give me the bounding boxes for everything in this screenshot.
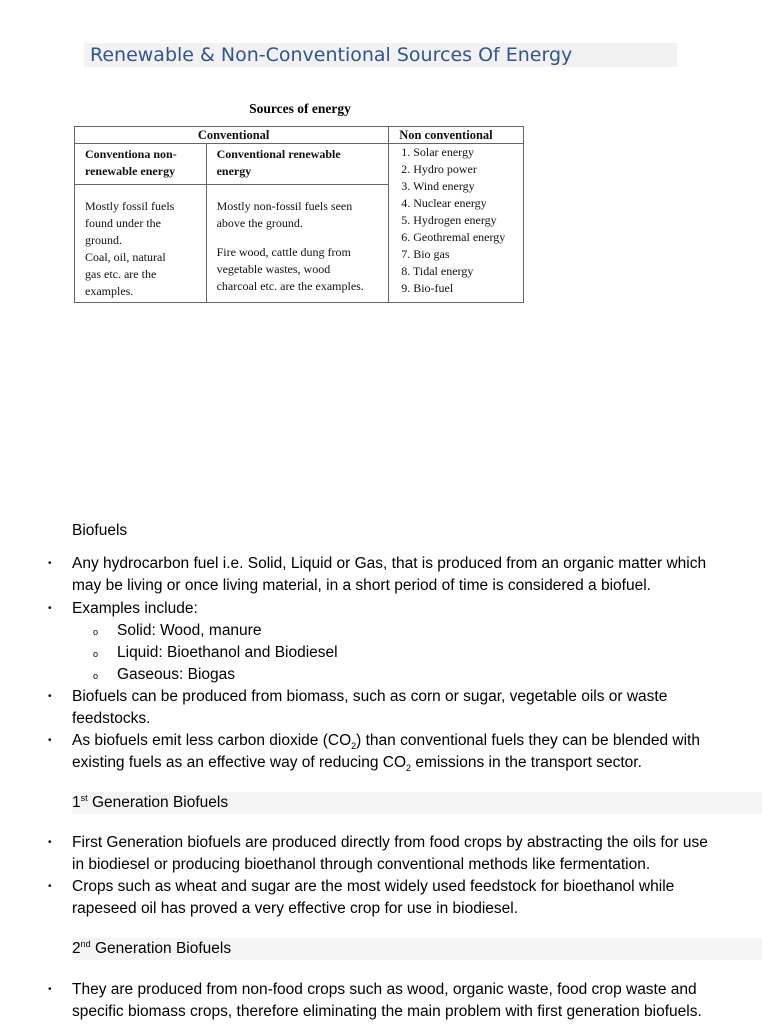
paragraph-line: Biofuels can be produced from biomass, such as corn or sugar, vegetable oils or waste [72,688,668,705]
text-run: emissions in the transport sector. [411,754,642,772]
non-conventional-list [389,144,524,303]
list-item: 5. Hydrogen energy [401,213,497,227]
sub-list-item [93,664,717,686]
list-item [48,686,752,731]
cell-line: ground. [85,233,122,247]
paragraph-line: feedstocks. [72,710,151,728]
paragraph-line: in biodiesel or producing bioethanol through conventional methods like fermentation. [72,856,651,874]
paragraph-line: specific biomass crops, therefore eliminating the main problem with first generation biofuels. [72,1003,702,1021]
table-header-row [75,127,524,144]
cell-line: Coal, oil, natural [85,250,166,264]
text-run: As biofuels emit less carbon dioxide (CO [72,732,352,749]
cell-line: examples. [85,284,134,298]
list-item: 4. Nuclear energy [401,196,487,210]
sub-list-item [93,620,717,642]
cell-line: found under the [85,216,161,230]
page-title: Renewable & Non-Conventional Sources Of Energy [90,44,573,66]
subscript: 2 [406,763,412,774]
list-item: 3. Wind energy [401,179,475,193]
cell-line: charcoal etc. are the examples. [216,279,364,293]
paragraph-line: may be living or once living material, in a short period of time is considered a biofuel. [72,577,651,595]
paragraph-line: Crops such as wheat and sugar are the most widely used feedstock for bioethanol while [72,878,675,895]
table-caption-text: Sources of energy [249,101,351,116]
section-heading-first-gen [72,792,762,814]
list-item: 1. Solar energy [401,145,474,159]
heading-ordinal: nd [80,938,91,949]
text-run: ) than conventional fuels they can be blended with [356,732,700,749]
header-conventional: Conventional [75,127,389,144]
subheader-nonrenewable [75,144,207,185]
sub-bullet-marker: o [93,649,99,659]
list-item [48,876,752,921]
list-item [48,598,752,620]
list-item: 7. Bio gas [401,247,450,261]
bullet-marker: • [48,837,52,848]
sub-bullet-marker: o [93,627,99,637]
subheader-renewable [206,144,389,185]
sub-list-item [93,642,717,664]
list-item [48,979,752,1024]
table-row [75,144,524,185]
bullet-marker: • [48,691,52,702]
paragraph-line: Gaseous: Biogas [117,666,236,683]
list-item [48,832,752,877]
bullet-marker: • [48,558,52,569]
bullet-marker: • [48,984,52,995]
heading-number: 1 [72,794,81,811]
heading-number: 2 [72,940,81,957]
subheader-renewable-line: Conventional renewable [216,147,341,161]
heading-text: Generation Biofuels [87,794,229,811]
paragraph-line: rapeseed oil has proved a very effective crop for use in biodiesel. [72,900,519,918]
paragraph-line: Any hydrocarbon fuel i.e. Solid, Liquid or Gas, that is produced from an organic matter which [72,555,707,572]
section-heading-second-gen [72,938,762,960]
table-caption [0,101,600,117]
paragraph-line: They are produced from non-food crops such as wood, organic waste, food crop waste and [72,981,697,998]
paragraph-line [72,730,752,752]
list-item: 8. Tidal energy [401,264,474,278]
heading-ordinal: st [80,792,88,803]
paragraph-line: Liquid: Bioethanol and Biodiesel [117,644,338,661]
paragraph-line: Examples include: [72,600,198,617]
paragraph-line: Solid: Wood, manure [117,622,262,639]
list-item: 6. Geothremal energy [401,230,506,244]
header-non-conventional: Non conventional [389,127,524,144]
list-item: 2. Hydro power [401,162,477,176]
list-item [48,730,752,775]
section-heading-biofuels: Biofuels [72,522,128,539]
list-item [48,553,752,598]
cell-line: Fire wood, cattle dung from [216,245,351,259]
bullet-marker: • [48,881,52,892]
subheader-renewable-line: energy [216,164,252,178]
title-bar [84,43,677,67]
cell-line: gas etc. are the [85,267,157,281]
cell-line: Mostly non-fossil fuels seen [216,199,353,213]
bullet-marker: • [48,735,52,746]
list-item: 9. Bio-fuel [401,281,454,295]
subscript: 2 [351,741,357,752]
energy-sources-table [74,126,524,303]
bullet-marker: • [48,603,52,614]
paragraph-line [72,752,752,774]
heading-text: Generation Biofuels [90,940,232,957]
sub-bullet-marker: o [93,671,99,681]
cell-line: vegetable wastes, wood [216,262,331,276]
paragraph-line: First Generation biofuels are produced directly from food crops by abstracting the oils for use [72,834,708,851]
text-run: existing fuels as an effective way of reducing CO [72,754,406,772]
cell-line: above the ground. [216,216,303,230]
cell-line: Mostly fossil fuels [85,199,175,213]
renewable-description [206,185,389,303]
nonrenewable-description [75,185,207,303]
subheader-nonrenewable-line: Conventiona non- [85,147,177,161]
subheader-nonrenewable-line: renewable energy [85,164,176,178]
